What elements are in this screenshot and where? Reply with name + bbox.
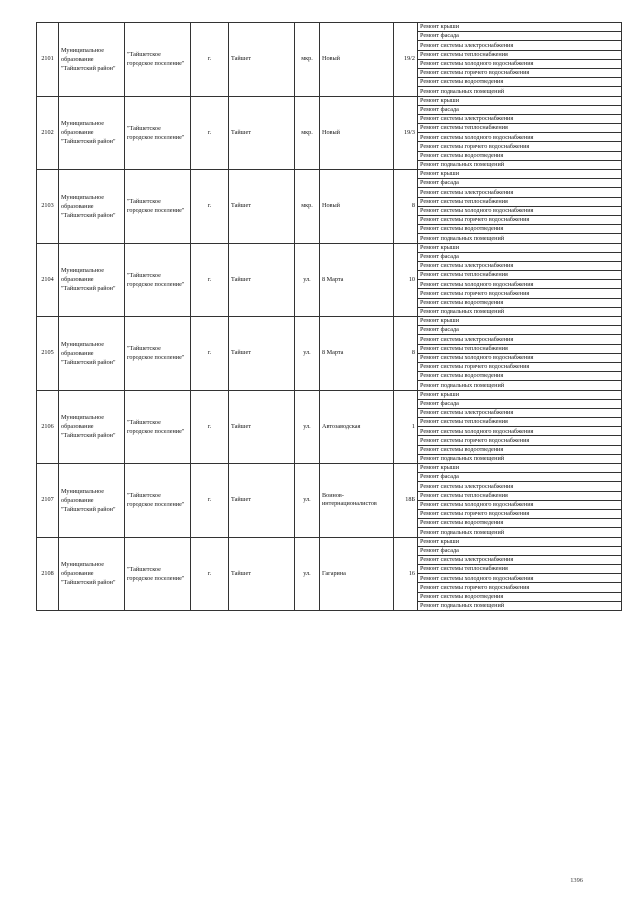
repair-work-cell: Ремонт системы холодного водоснабжения	[418, 280, 622, 289]
repair-work-cell: Ремонт системы электроснабжения	[418, 482, 622, 491]
locality-type-cell: г.	[191, 96, 229, 170]
settlement-cell: "Тайшетское городское поселение"	[125, 243, 191, 317]
street-type-cell: ул.	[295, 317, 320, 391]
municipality-cell: Муниципальное образование "Тайшетский район"	[59, 537, 125, 611]
repair-work-cell: Ремонт крыши	[418, 464, 622, 473]
repair-work-cell: Ремонт подвальных помещений	[418, 87, 622, 96]
repair-work-cell: Ремонт системы теплоснабжения	[418, 50, 622, 59]
repair-work-cell: Ремонт фасада	[418, 473, 622, 482]
locality-cell: Тайшет	[229, 317, 295, 391]
settlement-cell: "Тайшетское городское поселение"	[125, 23, 191, 97]
repair-work-cell: Ремонт системы водоотведения	[418, 151, 622, 160]
repair-work-cell: Ремонт системы холодного водоснабжения	[418, 353, 622, 362]
house-number-cell: 19/2	[394, 23, 418, 97]
house-number-cell: 16	[394, 537, 418, 611]
locality-type-cell: г.	[191, 23, 229, 97]
table-row	[37, 170, 622, 179]
record-number: 2104	[37, 243, 59, 317]
repair-work-cell: Ремонт подвальных помещений	[418, 528, 622, 537]
table-row	[37, 317, 622, 326]
street-type-cell: ул.	[295, 537, 320, 611]
table-row	[37, 390, 622, 399]
settlement-cell: "Тайшетское городское поселение"	[125, 317, 191, 391]
housing-repair-table	[36, 22, 622, 611]
repair-work-cell: Ремонт системы холодного водоснабжения	[418, 427, 622, 436]
repair-work-cell: Ремонт системы теплоснабжения	[418, 344, 622, 353]
repair-work-cell: Ремонт системы горячего водоснабжения	[418, 215, 622, 224]
repair-work-cell: Ремонт фасада	[418, 546, 622, 555]
repair-work-cell: Ремонт системы водоотведения	[418, 445, 622, 454]
house-number-cell: 1	[394, 390, 418, 464]
repair-work-cell: Ремонт крыши	[418, 390, 622, 399]
repair-work-cell: Ремонт системы электроснабжения	[418, 114, 622, 123]
repair-work-cell: Ремонт системы холодного водоснабжения	[418, 574, 622, 583]
repair-work-cell: Ремонт системы теплоснабжения	[418, 271, 622, 280]
street-cell: Новый	[320, 96, 394, 170]
repair-work-cell: Ремонт системы электроснабжения	[418, 261, 622, 270]
house-number-cell: 8	[394, 317, 418, 391]
repair-work-cell: Ремонт фасада	[418, 252, 622, 261]
repair-work-cell: Ремонт подвальных помещений	[418, 160, 622, 169]
street-cell: Новый	[320, 170, 394, 244]
locality-type-cell: г.	[191, 243, 229, 317]
locality-type-cell: г.	[191, 317, 229, 391]
record-number: 2106	[37, 390, 59, 464]
municipality-cell: Муниципальное образование "Тайшетский район"	[59, 464, 125, 538]
repair-work-cell: Ремонт системы электроснабжения	[418, 408, 622, 417]
street-type-cell: мкр.	[295, 23, 320, 97]
repair-work-cell: Ремонт системы горячего водоснабжения	[418, 509, 622, 518]
table-row	[37, 96, 622, 105]
street-type-cell: ул.	[295, 390, 320, 464]
locality-cell: Тайшет	[229, 23, 295, 97]
repair-work-cell: Ремонт крыши	[418, 243, 622, 252]
repair-work-cell: Ремонт системы электроснабжения	[418, 188, 622, 197]
repair-work-cell: Ремонт системы теплоснабжения	[418, 491, 622, 500]
table-body	[37, 23, 622, 611]
repair-work-cell: Ремонт фасада	[418, 399, 622, 408]
repair-work-cell: Ремонт системы водоотведения	[418, 78, 622, 87]
repair-work-cell: Ремонт системы горячего водоснабжения	[418, 436, 622, 445]
table-row	[37, 243, 622, 252]
street-cell: 8 Марта	[320, 317, 394, 391]
street-cell: 8 Марта	[320, 243, 394, 317]
table-row	[37, 464, 622, 473]
settlement-cell: "Тайшетское городское поселение"	[125, 537, 191, 611]
repair-work-cell: Ремонт крыши	[418, 537, 622, 546]
locality-cell: Тайшет	[229, 537, 295, 611]
municipality-cell: Муниципальное образование "Тайшетский район"	[59, 390, 125, 464]
settlement-cell: "Тайшетское городское поселение"	[125, 170, 191, 244]
repair-work-cell: Ремонт крыши	[418, 23, 622, 32]
repair-work-cell: Ремонт системы теплоснабжения	[418, 197, 622, 206]
municipality-cell: Муниципальное образование "Тайшетский район"	[59, 23, 125, 97]
municipality-cell: Муниципальное образование "Тайшетский район"	[59, 170, 125, 244]
municipality-cell: Муниципальное образование "Тайшетский район"	[59, 317, 125, 391]
repair-work-cell: Ремонт подвальных помещений	[418, 307, 622, 316]
locality-cell: Тайшет	[229, 390, 295, 464]
repair-work-cell: Ремонт системы горячего водоснабжения	[418, 289, 622, 298]
repair-work-cell: Ремонт системы холодного водоснабжения	[418, 133, 622, 142]
repair-work-cell: Ремонт системы теплоснабжения	[418, 124, 622, 133]
street-type-cell: мкр.	[295, 170, 320, 244]
repair-work-cell: Ремонт крыши	[418, 317, 622, 326]
street-type-cell: ул.	[295, 243, 320, 317]
street-type-cell: ул.	[295, 464, 320, 538]
house-number-cell: 18Б	[394, 464, 418, 538]
record-number: 2101	[37, 23, 59, 97]
repair-work-cell: Ремонт системы водоотведения	[418, 592, 622, 601]
repair-work-cell: Ремонт системы теплоснабжения	[418, 565, 622, 574]
repair-work-cell: Ремонт системы горячего водоснабжения	[418, 362, 622, 371]
repair-work-cell: Ремонт крыши	[418, 96, 622, 105]
street-cell: Воинов-интернационалистов	[320, 464, 394, 538]
settlement-cell: "Тайшетское городское поселение"	[125, 464, 191, 538]
page-number: 1396	[570, 877, 583, 884]
repair-work-cell: Ремонт фасада	[418, 105, 622, 114]
municipality-cell: Муниципальное образование "Тайшетский район"	[59, 243, 125, 317]
repair-work-cell: Ремонт системы горячего водоснабжения	[418, 583, 622, 592]
repair-work-cell: Ремонт крыши	[418, 170, 622, 179]
street-cell: Автозаводская	[320, 390, 394, 464]
street-type-cell: мкр.	[295, 96, 320, 170]
repair-work-cell: Ремонт системы водоотведения	[418, 225, 622, 234]
repair-work-cell: Ремонт системы горячего водоснабжения	[418, 68, 622, 77]
street-cell: Новый	[320, 23, 394, 97]
locality-type-cell: г.	[191, 390, 229, 464]
record-number: 2105	[37, 317, 59, 391]
street-cell: Гагарина	[320, 537, 394, 611]
repair-work-cell: Ремонт системы электроснабжения	[418, 41, 622, 50]
repair-work-cell: Ремонт системы водоотведения	[418, 519, 622, 528]
locality-type-cell: г.	[191, 537, 229, 611]
locality-type-cell: г.	[191, 170, 229, 244]
locality-cell: Тайшет	[229, 243, 295, 317]
record-number: 2108	[37, 537, 59, 611]
repair-work-cell: Ремонт системы холодного водоснабжения	[418, 500, 622, 509]
repair-work-cell: Ремонт системы холодного водоснабжения	[418, 59, 622, 68]
municipality-cell: Муниципальное образование "Тайшетский район"	[59, 96, 125, 170]
table-row	[37, 23, 622, 32]
locality-cell: Тайшет	[229, 170, 295, 244]
settlement-cell: "Тайшетское городское поселение"	[125, 390, 191, 464]
house-number-cell: 8	[394, 170, 418, 244]
repair-work-cell: Ремонт системы теплоснабжения	[418, 418, 622, 427]
repair-work-cell: Ремонт фасада	[418, 326, 622, 335]
repair-work-cell: Ремонт подвальных помещений	[418, 381, 622, 390]
record-number: 2107	[37, 464, 59, 538]
repair-work-cell: Ремонт системы водоотведения	[418, 298, 622, 307]
repair-work-cell: Ремонт подвальных помещений	[418, 234, 622, 243]
repair-work-cell: Ремонт подвальных помещений	[418, 601, 622, 610]
repair-work-cell: Ремонт системы электроснабжения	[418, 555, 622, 564]
repair-work-cell: Ремонт системы холодного водоснабжения	[418, 206, 622, 215]
house-number-cell: 19/3	[394, 96, 418, 170]
settlement-cell: "Тайшетское городское поселение"	[125, 96, 191, 170]
locality-cell: Тайшет	[229, 96, 295, 170]
locality-cell: Тайшет	[229, 464, 295, 538]
house-number-cell: 10	[394, 243, 418, 317]
repair-work-cell: Ремонт фасада	[418, 179, 622, 188]
repair-work-cell: Ремонт подвальных помещений	[418, 454, 622, 463]
table-row	[37, 537, 622, 546]
repair-work-cell: Ремонт фасада	[418, 32, 622, 41]
record-number: 2102	[37, 96, 59, 170]
repair-work-cell: Ремонт системы электроснабжения	[418, 335, 622, 344]
record-number: 2103	[37, 170, 59, 244]
locality-type-cell: г.	[191, 464, 229, 538]
repair-work-cell: Ремонт системы водоотведения	[418, 372, 622, 381]
repair-work-cell: Ремонт системы горячего водоснабжения	[418, 142, 622, 151]
